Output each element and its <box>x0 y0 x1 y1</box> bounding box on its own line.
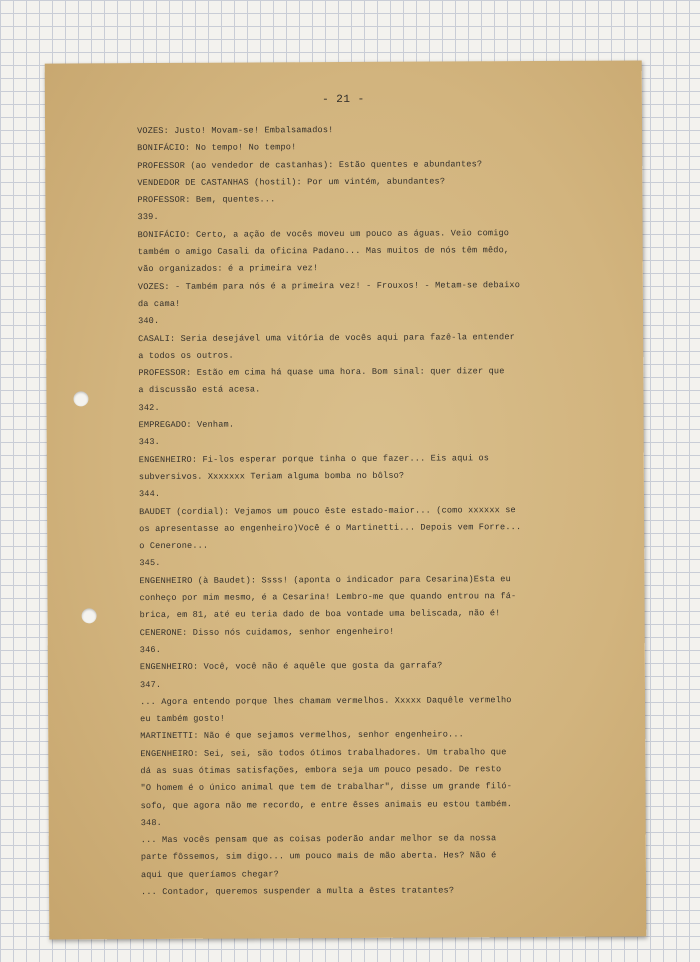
typewritten-page <box>45 60 647 939</box>
text-line: ... Contador, queremos suspender a multa a êstes tratantes? <box>141 885 455 898</box>
text-line: EMPREGADO: Venham. <box>138 419 235 431</box>
text-line: BAUDET (cordial): Vejamos um pouco êste estado-maior... (como xxxxxx se <box>139 504 516 517</box>
text-line: os apresentasse ao engenheiro)Você é o Martinetti... Depois vem Forre... <box>139 521 522 534</box>
text-line: ENGENHEIRO: Você, você não é aquêle que gosta da garrafa? <box>139 660 443 673</box>
text-line: BONIFÁCIO: No tempo! No tempo! <box>137 142 297 154</box>
text-line: da cama! <box>137 298 181 310</box>
text-line: aqui que queríamos chegar? <box>140 869 279 880</box>
text-line: 347. <box>139 679 162 690</box>
text-line: 339. <box>137 212 159 223</box>
text-line: 346. <box>139 644 162 655</box>
text-line: "O homem é o único animal que tem de trabalhar", disse um grande filó- <box>140 781 513 794</box>
text-line: o Cenerone... <box>139 540 209 552</box>
text-line: 345. <box>139 558 161 569</box>
text-line: PROFESSOR: Bem, quentes... <box>137 194 276 206</box>
text-line: MARTINETTI: Não é que sejamos vermelhos, senhor engenheiro... <box>140 729 464 742</box>
text-line: a discussão está acesa. <box>138 384 261 396</box>
text-line: PROFESSOR (ao vendedor de castanhas): Estão quentes e abundantes? <box>137 158 483 171</box>
text-line: eu também gosto! <box>140 713 226 725</box>
punch-hole-lower <box>82 608 97 623</box>
text-line: VOZES: Justo! Movam-se! Embalsamados! <box>137 125 334 137</box>
text-line: VENDEDOR DE CASTANHAS (hostil): Por um vintém, abundantes? <box>137 176 446 188</box>
text-line: 342. <box>138 402 160 413</box>
text-line: 348. <box>140 817 162 828</box>
script-text <box>137 121 591 902</box>
text-line: VOZES: - Também para nós é a primeira vez! - Frouxos! - Metam-se debaixo <box>137 279 521 292</box>
text-line: conheço por mim mesmo, é a Cesarina! Lembro-me que quando entrou na fá- <box>139 591 517 604</box>
text-line: 340. <box>138 316 160 327</box>
text-line: ENGENHEIRO: Sei, sei, são todos ótimos trabalhadores. Um trabalho que <box>140 746 507 759</box>
text-line: vão organizados: é a primeira vez! <box>137 263 319 275</box>
text-line: a todos os outros. <box>138 350 234 361</box>
text-line: parte fôssemos, sim digo... um pouco mais de mão aberta. Hes? Não é <box>140 850 497 863</box>
text-line: BONIFÁCIO: Certo, a ação de vocês moveu um pouco as águas. Veio comigo <box>137 227 510 240</box>
page-number: - 21 - <box>322 93 365 107</box>
text-line: PROFESSOR: Estão em cima há quase uma hora. Bom sinal: quer dizer que <box>138 366 505 379</box>
text-line: 344. <box>138 489 161 500</box>
text-line: ENGENHEIRO (à Baudet): Ssss! (aponta o indicador para Cesarina)Esta eu <box>139 573 511 586</box>
text-line: dá as suas ótimas satisfações, embora seja um pouco pesado. De resto <box>140 764 502 777</box>
text-line: ... Mas vocês pensam que as coisas poderão andar melhor se da nossa <box>140 833 497 846</box>
text-line: também o amigo Casali da oficina Padano... Mas muitos de nós têm mêdo, <box>137 245 510 258</box>
text-line: subversivos. Xxxxxxx Teriam alguma bomba no bôlso? <box>138 470 405 483</box>
text-line: 343. <box>138 437 160 448</box>
text-line: CASALI: Seria desejável uma vitória de vocês aqui para fazê-la entender <box>138 331 515 344</box>
text-line: ENGENHEIRO: Fi-los esperar porque tinha o que fazer... Eis aqui os <box>138 452 490 465</box>
text-line: ... Agora entendo porque lhes chamam vermelhos. Xxxxx Daquêle vermelho <box>140 694 512 707</box>
text-line: CENERONE: Disso nós cuidamos, senhor engenheiro! <box>139 626 395 638</box>
text-line: sofo, que agora não me recordo, e entre êsses animais eu estou também. <box>140 798 513 811</box>
punch-hole-upper <box>73 391 88 406</box>
text-line: brica, em 81, até eu teria dado de boa vontade uma beliscada, não é! <box>139 608 501 621</box>
